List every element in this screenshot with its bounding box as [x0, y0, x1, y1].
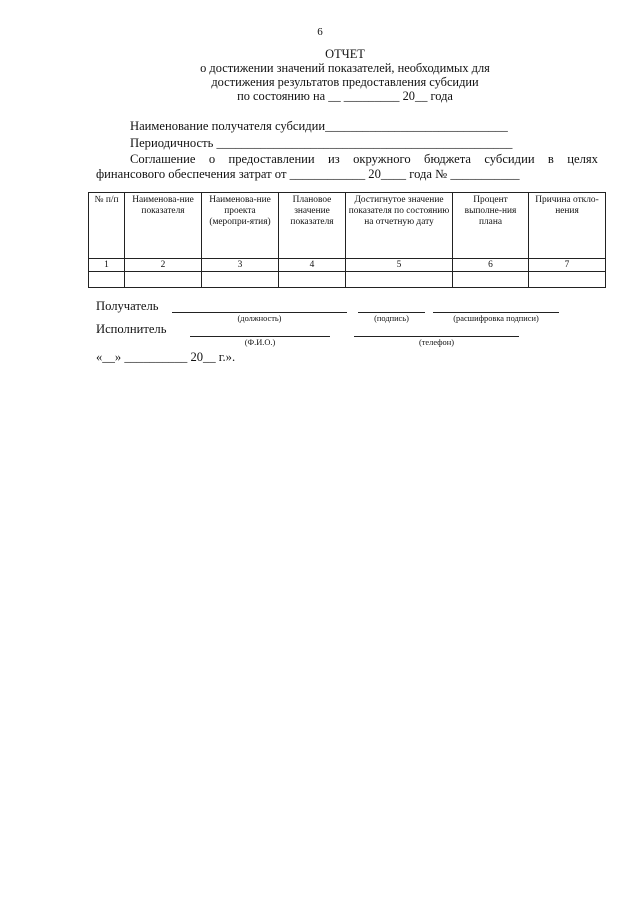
table-cell	[346, 272, 453, 288]
column-header-achieved-value: Достигнутое значение показателя по состоянию на отчетную дату	[346, 193, 453, 259]
column-header-planned-value: Плановое значение показателя	[279, 193, 346, 259]
agreement-word: в	[547, 152, 554, 166]
agreement-word: Соглашение	[130, 152, 196, 166]
caption-position: (должность)	[237, 314, 282, 323]
table-row	[89, 259, 606, 272]
page-number: 6	[317, 26, 323, 38]
caption-fio: (Ф.И.О.)	[244, 338, 276, 347]
decoding-line	[433, 312, 559, 313]
recipient-name-field: Наименование получателя субсидии_____________________________	[130, 119, 508, 133]
column-number-cell: 1	[89, 259, 125, 272]
agreement-word: субсидии	[484, 152, 535, 166]
date-line: «__» __________ 20__ г.».	[96, 350, 236, 364]
fio-line	[190, 336, 330, 337]
report-heading: ОТЧЕТ	[325, 47, 365, 61]
column-number-cell: 5	[346, 259, 453, 272]
column-number-cell: 2	[125, 259, 202, 272]
recipient-label: Получатель	[96, 299, 159, 313]
table-cell	[529, 272, 606, 288]
agreement-word: бюджета	[424, 152, 472, 166]
report-title	[0, 47, 640, 103]
agreement-line-2: финансового обеспечения затрат от ____________ 20____ года № ___________	[96, 167, 520, 181]
table-cell	[279, 272, 346, 288]
phone-line	[354, 336, 519, 337]
table-cell	[202, 272, 279, 288]
column-number-cell: 7	[529, 259, 606, 272]
agreement-line-1	[96, 152, 598, 167]
caption-phone: (телефон)	[418, 338, 455, 347]
agreement-word: целях	[567, 152, 598, 166]
agreement-word: из	[328, 152, 340, 166]
position-line	[172, 312, 347, 313]
table-cell	[125, 272, 202, 288]
report-subtitle-line-1: о достижении значений показателей, необходимых для	[200, 61, 490, 75]
agreement-word: о	[208, 152, 216, 166]
signature-line	[358, 312, 425, 313]
agreement-word: окружного	[353, 152, 411, 166]
column-number-cell: 6	[453, 259, 529, 272]
report-table	[88, 192, 606, 288]
table-cell	[89, 272, 125, 288]
column-header-number: № п/п	[89, 193, 125, 259]
executor-label: Исполнитель	[96, 322, 167, 336]
report-subtitle-line-2: достижения результатов предоставления субсидии	[211, 75, 479, 89]
report-subtitle-line-3: по состоянию на __ _________ 20__ года	[237, 89, 453, 103]
caption-signature: (подпись)	[374, 314, 409, 323]
caption-decoding: (расшифровка подписи)	[453, 314, 539, 323]
column-header-project-name: Наименова-ние проекта (меропри-ятия)	[202, 193, 279, 259]
table-row	[89, 272, 606, 288]
column-number-cell: 4	[279, 259, 346, 272]
periodicity-field: Периодичность _______________________________________________	[130, 136, 513, 150]
table-header-row	[89, 193, 606, 259]
column-header-deviation-reason: Причина откло-нения	[529, 193, 606, 259]
table-cell	[453, 272, 529, 288]
agreement-paragraph	[96, 152, 598, 182]
column-header-completion-percent: Процент выполне-ния плана	[453, 193, 529, 259]
agreement-word: предоставлении	[228, 152, 315, 166]
column-header-indicator-name: Наименова-ние показателя	[125, 193, 202, 259]
column-number-cell: 3	[202, 259, 279, 272]
